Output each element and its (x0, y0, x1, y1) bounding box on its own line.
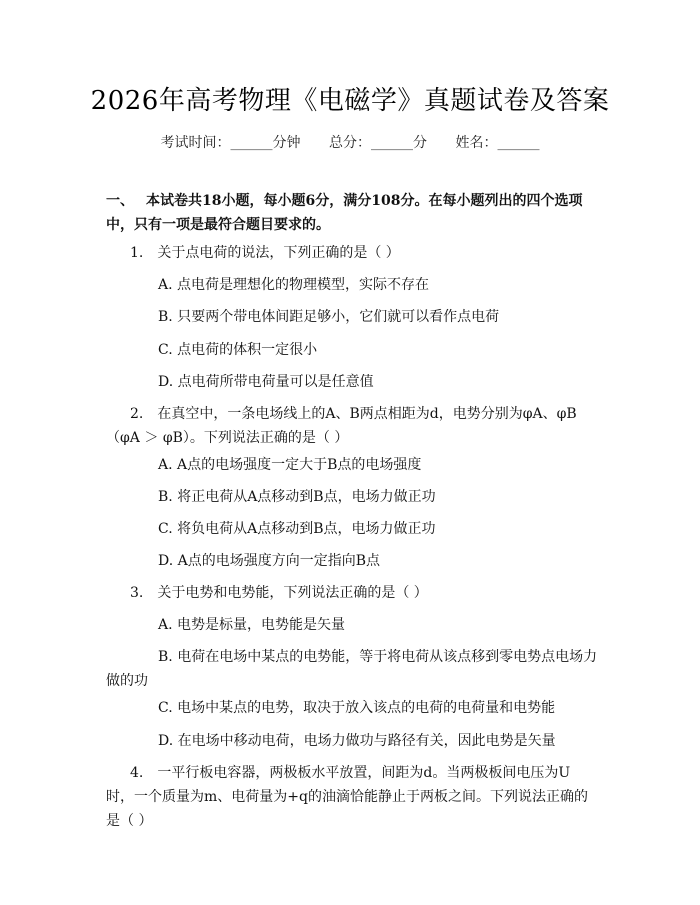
question-3-option-a: A. 电势是标量，电势能是矢量 (158, 617, 346, 633)
question-2-stem: 2. 在真空中，一条电场线上的A、B两点相距为d，电势分别为φA、φB（φA ＞ φB）。下列说法正确的是（ ） (106, 406, 577, 446)
question-1-option-c: C. 点电荷的体积一定很小 (158, 342, 318, 358)
question-1-option-d: D. 点电荷所带电荷量可以是任意值 (158, 374, 374, 390)
question-3-stem: 3. 关于电势和电势能，下列说法正确的是（ ） (130, 585, 428, 601)
question-1-option-b: B. 只要两个带电体间距足够小，它们就可以看作点电荷 (158, 309, 500, 325)
section-1-instructions (106, 189, 596, 237)
total-score-field: 总分：______分 (329, 135, 427, 151)
question-3-option-c: C. 电场中某点的电势，取决于放入该点的电荷的电荷量和电势能 (158, 700, 556, 716)
question-2-option-c: C. 将负电荷从A点移动到B点，电场力做正功 (158, 521, 436, 537)
question-2-option-d: D. A点的电场强度方向一定指向B点 (158, 553, 381, 569)
student-name-field: 姓名：______ (455, 135, 540, 151)
page-title: 2026年高考物理《电磁学》真题试卷及答案 (90, 86, 610, 116)
question-1-option-a: A. 点电荷是理想化的物理模型，实际不存在 (158, 277, 430, 293)
section-number: 一、 (106, 193, 134, 209)
question-2-option-a: A. A点的电场强度一定大于B点的电场强度 (158, 457, 422, 473)
question-3-option-b: B. 电荷在电场中某点的电势能，等于将电荷从该点移到零电势点电场力做的功 (106, 649, 598, 689)
question-3-option-d: D. 在电场中移动电荷，电场力做功与路径有关，因此电势是矢量 (158, 733, 556, 749)
section-text: 本试卷共18小题，每小题6分，满分108分。在每小题列出的四个选项中，只有一项是最符合题目要求的。 (106, 193, 583, 233)
question-1-stem: 1. 关于点电荷的说法，下列正确的是（ ） (130, 245, 400, 261)
question-4-stem: 4. 一平行板电容器，两极板水平放置，间距为d。当两极板间电压为U时，一个质量为m、电荷量为+q的油滴恰能静止于两板之间。下列说法正确的是（ ） (106, 765, 588, 829)
question-2-option-b: B. 将正电荷从A点移动到B点，电场力做正功 (158, 489, 436, 505)
exam-time-field: 考试时间：______分钟 (160, 135, 301, 151)
exam-meta (0, 132, 700, 152)
